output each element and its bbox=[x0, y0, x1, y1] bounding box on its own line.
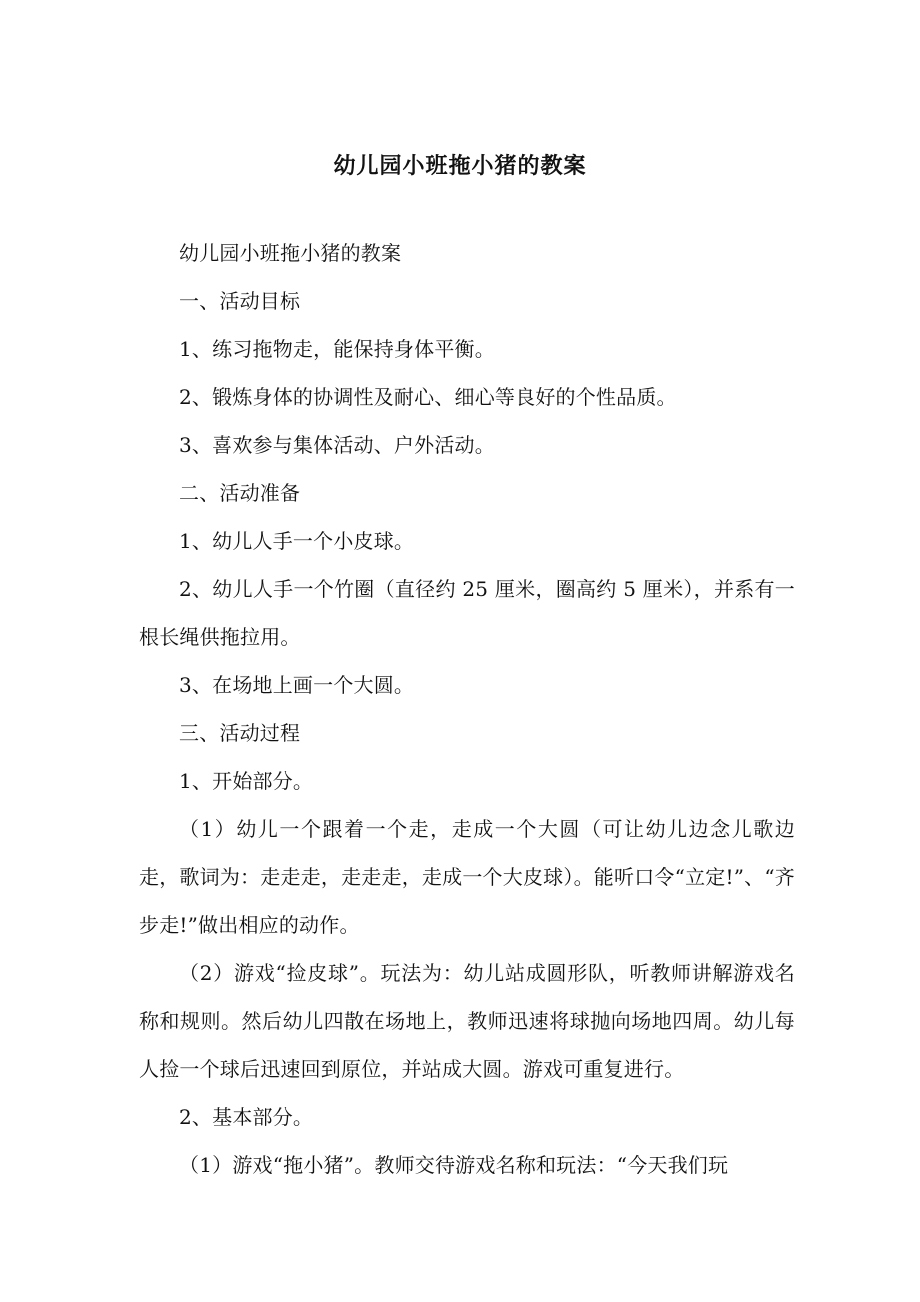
paragraph-process-start-2: （2）游戏“捡皮球”。玩法为：幼儿站成圆形队，听教师讲解游戏名称和规则。然后幼儿四散在场地上，教师迅速将球抛向场地四周。幼儿每人捡一个球后迅速回到原位，并站成大圆。游戏可重复进行。 bbox=[139, 961, 795, 1081]
document-body bbox=[139, 229, 795, 1189]
paragraph-process-start: 1、开始部分。 bbox=[179, 769, 314, 793]
paragraph-goal-1: 1、练习拖物走，能保持身体平衡。 bbox=[179, 337, 495, 361]
section-heading-process: 三、活动过程 bbox=[179, 721, 301, 745]
paragraph-subtitle: 幼儿园小班拖小猪的教案 bbox=[179, 241, 402, 265]
paragraph-goal-3: 3、喜欢参与集体活动、户外活动。 bbox=[179, 433, 495, 457]
paragraph-prep-1: 1、幼儿人手一个小皮球。 bbox=[179, 529, 415, 553]
paragraph-goal-2: 2、锻炼身体的协调性及耐心、细心等良好的个性品质。 bbox=[179, 385, 677, 409]
document-title: 幼儿园小班拖小猪的教案 bbox=[333, 154, 587, 179]
paragraph-prep-2: 2、幼儿人手一个竹圈（直径约 25 厘米，圈高约 5 厘米），并系有一根长绳供拖拉用。 bbox=[139, 577, 795, 649]
paragraph-process-basic: 2、基本部分。 bbox=[179, 1105, 314, 1129]
section-heading-preparation: 二、活动准备 bbox=[179, 481, 301, 505]
paragraph-process-basic-1: （1）游戏“拖小猪”。教师交待游戏名称和玩法：“今天我们玩 bbox=[179, 1153, 729, 1177]
paragraph-process-start-1: （1）幼儿一个跟着一个走，走成一个大圆（可让幼儿边念儿歌边走，歌词为：走走走，走走走，走成一个大皮球）。能听口令“立定!”、“齐步走!”做出相应的动作。 bbox=[139, 817, 795, 937]
section-heading-goals: 一、活动目标 bbox=[179, 289, 301, 313]
paragraph-prep-3: 3、在场地上画一个大圆。 bbox=[179, 673, 415, 697]
